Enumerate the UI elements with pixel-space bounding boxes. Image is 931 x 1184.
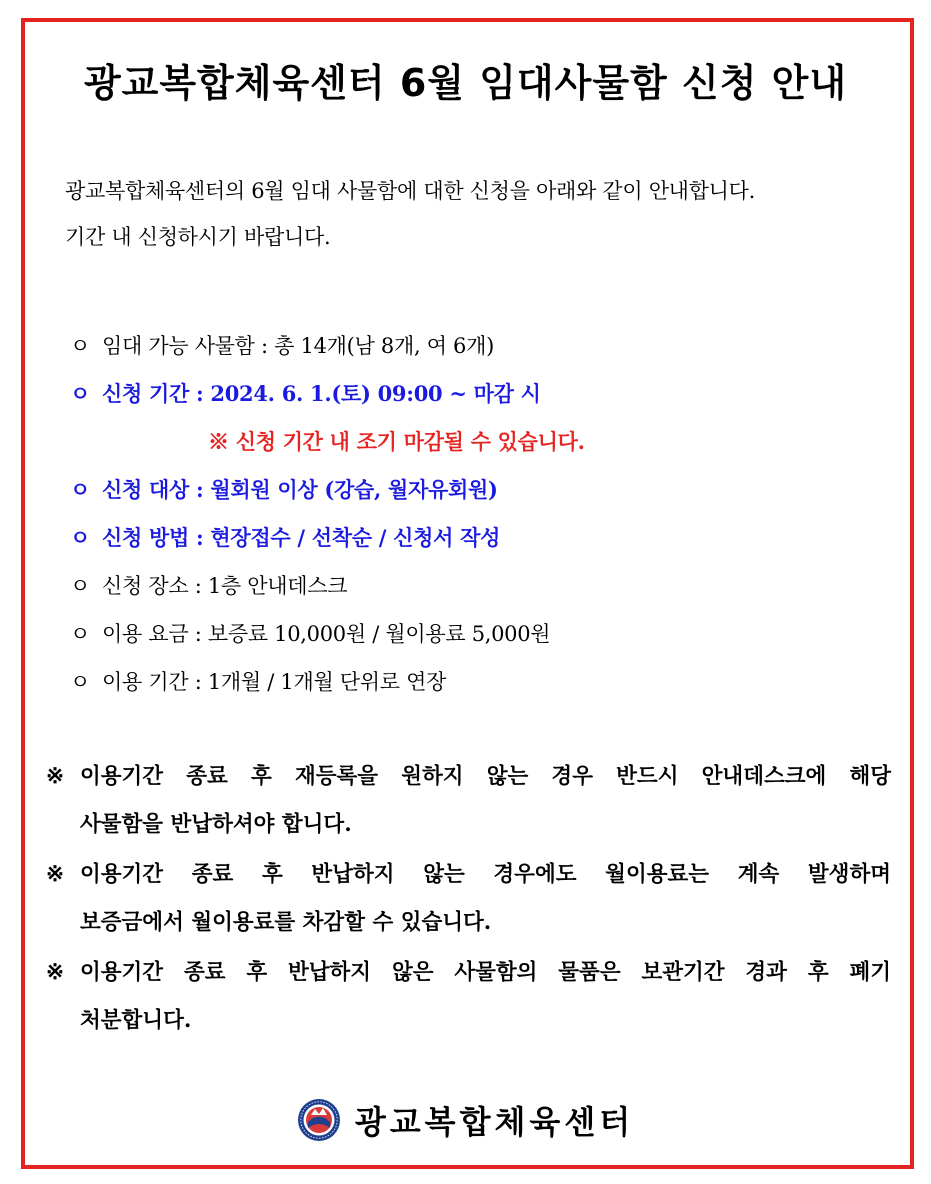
early-close-warning: ※ 신청 기간 내 조기 마감될 수 있습니다. — [208, 429, 585, 454]
item-text: 신청 대상 : 월회원 이상 (강습, 월자유회원) — [102, 477, 498, 502]
reference-mark-icon: ※ — [46, 960, 65, 985]
list-item-locker-count — [70, 322, 890, 370]
intro-paragraph — [65, 168, 895, 260]
reference-mark-icon: ※ — [46, 862, 65, 887]
info-list — [70, 322, 890, 706]
notice-item — [46, 851, 891, 947]
notice-line-2: 처분합니다. — [80, 1008, 192, 1033]
list-item-eligibility — [70, 466, 890, 514]
circular-emblem-icon — [297, 1098, 341, 1142]
circle-bullet-icon: ㅇ — [70, 477, 90, 502]
notice-line-1: 이용기간 종료 후 반납하지 않는 경우에도 월이용료는 계속 발생하며 — [80, 862, 891, 887]
list-item-usage-period — [70, 658, 890, 706]
list-item-location — [70, 562, 890, 610]
circle-bullet-icon: ㅇ — [70, 381, 90, 406]
item-text: 이용 요금 : 보증료 10,000원 / 월이용료 5,000원 — [102, 622, 551, 646]
circle-bullet-icon: ㅇ — [70, 670, 90, 694]
circle-bullet-icon: ㅇ — [70, 622, 90, 646]
intro-line-2: 기간 내 신청하시기 바랍니다. — [65, 225, 331, 249]
notice-item — [46, 949, 891, 1045]
notice-list — [46, 753, 891, 1047]
list-item-method — [70, 514, 890, 562]
intro-line-1: 광교복합체육센터의 6월 임대 사물함에 대한 신청을 아래와 같이 안내합니다. — [65, 179, 756, 203]
page-title: 광교복합체육센터 6월 임대사물함 신청 안내 — [83, 61, 848, 105]
notice-line-2: 사물함을 반납하셔야 합니다. — [80, 812, 352, 837]
item-text: 이용 기간 : 1개월 / 1개월 단위로 연장 — [102, 670, 447, 694]
circle-bullet-icon: ㅇ — [70, 574, 90, 598]
list-item-fee — [70, 610, 890, 658]
reference-mark-icon: ※ — [46, 764, 65, 789]
circle-bullet-icon: ㅇ — [70, 525, 90, 550]
notice-line-2: 보증금에서 월이용료를 차감할 수 있습니다. — [80, 910, 492, 935]
notice-item — [46, 753, 891, 849]
item-text: 임대 가능 사물함 : 총 14개(남 8개, 여 6개) — [102, 334, 494, 358]
list-item-period — [70, 370, 890, 418]
footer — [0, 1094, 931, 1146]
circle-bullet-icon: ㅇ — [70, 334, 90, 358]
item-text: 신청 방법 : 현장접수 / 선착순 / 신청서 작성 — [102, 525, 501, 550]
notice-line-1: 이용기간 종료 후 반납하지 않은 사물함의 물품은 보관기간 경과 후 폐기 — [80, 960, 891, 985]
item-text: 신청 장소 : 1층 안내데스크 — [102, 574, 348, 598]
organization-name: 광교복합체육센터 — [354, 1103, 635, 1141]
item-text: 신청 기간 : 2024. 6. 1.(토) 09:00 ~ 마감 시 — [102, 381, 541, 406]
notice-line-1: 이용기간 종료 후 재등록을 원하지 않는 경우 반드시 안내데스크에 해당 — [80, 764, 891, 789]
